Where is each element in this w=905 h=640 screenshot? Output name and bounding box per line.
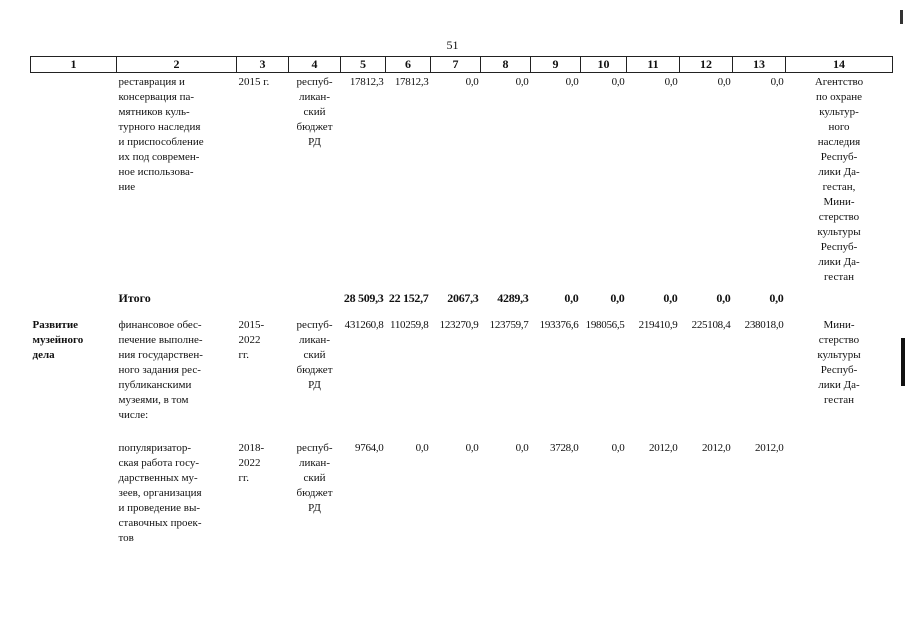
funding-source-cell: респуб- ликан- ский бюджет РД (296, 76, 333, 148)
binding-mark (901, 338, 905, 386)
value-cell: 2012,0 (649, 442, 678, 454)
column-header: 11 (627, 57, 680, 73)
total-value: 0,0 (769, 291, 784, 305)
value-cell: 2012,0 (755, 442, 784, 454)
column-header: 9 (531, 57, 581, 73)
table-row (31, 73, 893, 286)
value-cell: 123270,9 (439, 319, 479, 331)
column-header: 14 (786, 57, 893, 73)
executor-cell: Агентство по охране культур- ного наследия Респуб- лики Да- гестан, Мини- стерство культуры Респуб- лики Да- гестан (814, 76, 864, 283)
empty-cell (31, 285, 117, 316)
column-header: 3 (237, 57, 289, 73)
value-cell: 0,0 (717, 76, 731, 88)
column-header: 13 (733, 57, 786, 73)
value-cell: 0,0 (465, 442, 479, 454)
column-header: 7 (431, 57, 481, 73)
value-cell: 0,0 (515, 76, 529, 88)
value-cell: 3728,0 (550, 442, 579, 454)
table-row (31, 316, 893, 423)
value-cell: 17812,3 (349, 76, 384, 88)
value-cell: 219410,9 (638, 319, 678, 331)
column-header-row (31, 57, 893, 73)
total-value: 28 509,3 (343, 291, 384, 305)
value-cell: 0,0 (565, 76, 579, 88)
value-cell: 0,0 (611, 442, 625, 454)
value-cell: 2012,0 (702, 442, 731, 454)
total-row (31, 285, 893, 316)
value-cell: 123759,7 (489, 319, 529, 331)
section-cell (31, 439, 117, 546)
column-header: 4 (289, 57, 341, 73)
executor-cell (786, 439, 893, 546)
total-value: 22 152,7 (388, 291, 429, 305)
column-header: 2 (117, 57, 237, 73)
value-cell: 193376,6 (539, 319, 579, 331)
period-cell: 2015 г. (238, 76, 270, 88)
description-cell: реставрация и консервация па- мятников куль- турного наследия и приспособление их под современ- ное использова- ние (118, 76, 204, 193)
description-cell: финансовое обес- печение выполне- ния государствен- ного задания рес- публиканскими музеями, в том числе: (118, 319, 203, 421)
value-cell: 17812,3 (394, 76, 429, 88)
value-cell: 9764,0 (355, 442, 384, 454)
empty-cell (289, 285, 341, 316)
value-cell: 0,0 (515, 442, 529, 454)
column-header: 12 (680, 57, 733, 73)
column-header: 5 (341, 57, 386, 73)
budget-table (30, 56, 893, 546)
section-cell: Развитие музейного дела (32, 319, 84, 361)
table-row (31, 439, 893, 546)
value-cell: 0,0 (770, 76, 784, 88)
column-header: 1 (31, 57, 117, 73)
executor-cell: Мини- стерство культуры Респуб- лики Да- гестан (817, 319, 861, 406)
total-value: 4289,3 (497, 291, 529, 305)
total-value: 0,0 (564, 291, 579, 305)
column-header: 8 (481, 57, 531, 73)
funding-source-cell: респуб- ликан- ский бюджет РД (296, 319, 333, 391)
value-cell: 0,0 (611, 76, 625, 88)
value-cell: 0,0 (415, 442, 429, 454)
column-header: 6 (386, 57, 431, 73)
funding-source-cell: респуб- ликан- ский бюджет РД (296, 442, 333, 514)
empty-cell (786, 285, 893, 316)
value-cell: 431260,8 (344, 319, 384, 331)
value-cell: 0,0 (664, 76, 678, 88)
page-number: 51 (446, 38, 459, 52)
value-cell: 0,0 (465, 76, 479, 88)
spacer-cell (31, 423, 893, 439)
column-header: 10 (581, 57, 627, 73)
total-value: 0,0 (610, 291, 625, 305)
value-cell: 198056,5 (585, 319, 625, 331)
total-value: 0,0 (716, 291, 731, 305)
description-cell: популяризатор- ская работа госу- дарственных му- зеев, организация и проведение вы- ставочных проек- тов (118, 442, 202, 544)
scan-mark (900, 10, 903, 24)
value-cell: 110259,8 (390, 319, 429, 331)
value-cell: 238018,0 (744, 319, 784, 331)
total-value: 2067,3 (447, 291, 479, 305)
value-cell: 225108,4 (691, 319, 731, 331)
period-cell: 2018- 2022 гг. (238, 442, 265, 484)
total-value: 0,0 (663, 291, 678, 305)
total-label: Итого (118, 291, 151, 305)
row-spacer (31, 423, 893, 439)
empty-cell (237, 285, 289, 316)
section-cell (31, 73, 117, 286)
period-cell: 2015- 2022 гг. (238, 319, 265, 361)
